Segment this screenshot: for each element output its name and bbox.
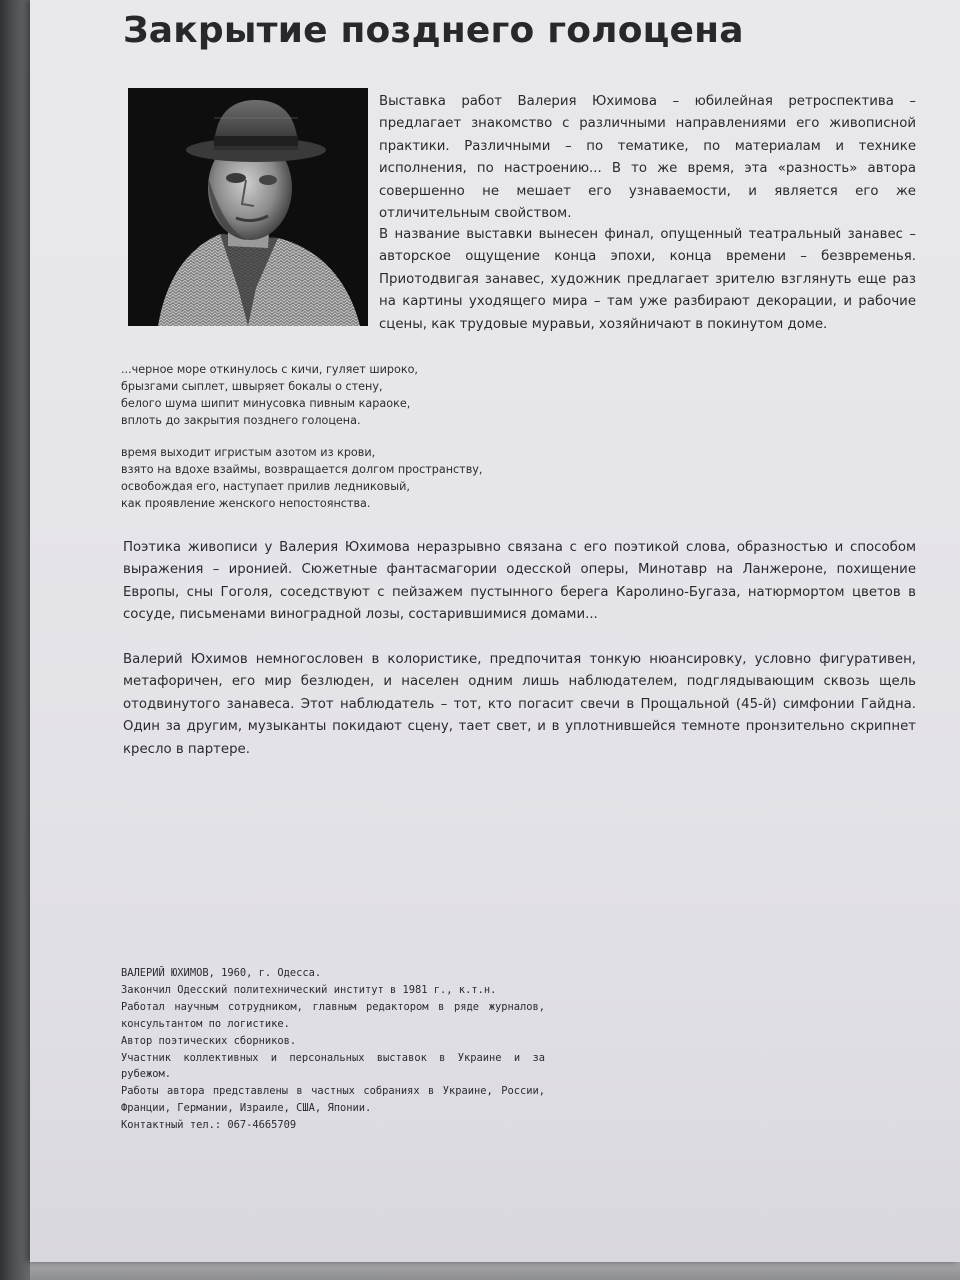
poem-stanza-1: ...черное море откинулось с кичи, гуляет широко, брызгами сыплет, швыряет бокалы о стену, белого шума шипит минусовка пивным караоке, вплоть до закрытия позднего голоцена. xyxy=(121,363,418,427)
poem-stanza-2: время выходит игристым азотом из крови, взято на вдохе взаймы, возвращается долгом пространству, освобождая его, наступает прилив ледниковый, как проявление женского непостоянства. xyxy=(121,446,483,510)
body-paragraph-2: Валерий Юхимов немногословен в колористике, предпочитая тонкую нюансировку, условно фигуративен, метафоричен, его мир безлюден, и населен одним лишь наблюдателем, подглядывающим сквозь щель отодвинутого занавеса. Этот наблюдатель – тот, кто погасит свечи в Прощальной (45-й) симфонии Гайдна. Один за другим, музыканты покидают сцену, тает свет, и в уплотнившейся темноте пронзительно скрипнет кресло в партере. xyxy=(123,652,916,757)
bio-contact: Контактный тел.: 067-4665709 xyxy=(121,1119,297,1132)
bio-line: Работал научным сотрудником, главным редактором в ряде журналов, консультантом по логистике. xyxy=(121,1000,545,1030)
intro-paragraph-1: Выставка работ Валерия Юхимова – юбилейная ретроспектива – предлагает знакомство с различными направлениями его живописной практики. Различными – по тематике, по материалам и технике исполнения, по настроению... В то же время, эта «разность» автора совершенно не мешает его узнаваемости, и является его же отличительным свойством. xyxy=(379,94,916,222)
page-title: Закрытие позднего голоцена xyxy=(123,10,744,51)
bio-line: ВАЛЕРИЙ ЮХИМОВ, 1960, г. Одесса. xyxy=(121,967,322,979)
artist-bio xyxy=(121,965,545,1134)
bio-line: Автор поэтических сборников. xyxy=(121,1034,297,1047)
body-paragraph-1: Поэтика живописи у Валерия Юхимова неразрывно связана с его поэтикой слова, образностью и способом выражения – иронией. Сюжетные фантасмагории одесской оперы, Минотавр на Ланжероне, похищение Европы, сны Гоголя, соседствуют с пейзажем пустынного берега Каролино-Бугаза, натюрмортом цветов в сосуде, письменами виноградной лозы, состарившимися домами... xyxy=(123,540,916,623)
sheet-shadow xyxy=(30,1262,960,1280)
intro-paragraph-2: В название выставки вынесен финал, опущенный театральный занавес – авторское ощущение конца эпохи, конца времени – безвременья. Приотодвигая занавес, художник предлагает зрителю взглянуть еще раз на картины уходящего мира – там уже разбирают декорации, и рабочие сцены, как трудовые муравьи, хозяйничают в покинутом доме. xyxy=(379,227,916,332)
portrait-image xyxy=(128,88,368,326)
artist-portrait xyxy=(128,88,368,326)
bio-line: Участник коллективных и персональных выставок в Украине и за рубежом. xyxy=(121,1051,545,1081)
bio-line: Работы автора представлены в частных собраниях в Украине, России, Франции, Германии, Израиле, США, Японии. xyxy=(121,1085,545,1115)
bio-line: Закончил Одесский политехнический институт в 1981 г., к.т.н. xyxy=(121,983,497,996)
